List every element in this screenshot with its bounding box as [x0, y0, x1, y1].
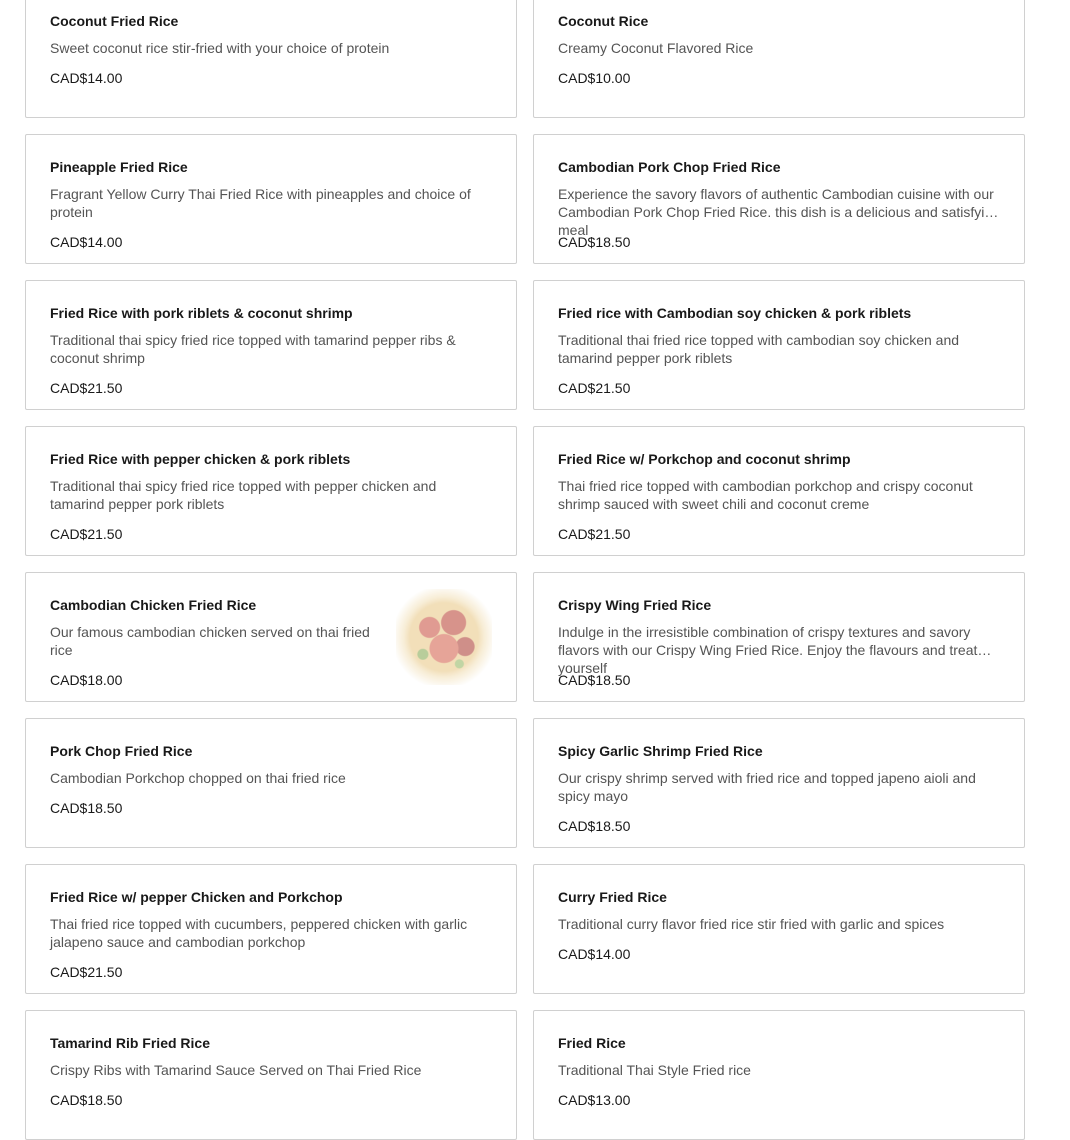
- menu-item-price: CAD$14.00: [50, 70, 123, 86]
- menu-item-body: [558, 887, 1000, 963]
- menu-item-price: CAD$18.50: [50, 1092, 123, 1108]
- menu-item-body: [558, 1033, 1000, 1109]
- menu-item-price: CAD$18.00: [50, 672, 123, 688]
- menu-item-description: Thai fried rice topped with cambodian porkchop and crispy coconut shrimp sauced with sweet chili and coconut creme: [558, 478, 973, 512]
- menu-item-body: [558, 11, 1000, 87]
- menu-item-description: Traditional curry flavor fried rice stir fried with garlic and spices: [558, 916, 945, 932]
- menu-item-description: Traditional thai spicy fried rice topped with pepper chicken and tamarind pepper pork riblets: [50, 478, 437, 512]
- menu-item-title: Crispy Wing Fried Rice: [558, 597, 712, 613]
- menu-item-title: Fried Rice w/ pepper Chicken and Porkchop: [50, 889, 343, 905]
- menu-item-card[interactable]: [25, 134, 517, 264]
- menu-item-price: CAD$18.50: [558, 234, 631, 250]
- menu-item-grid: [25, 0, 1025, 1140]
- menu-item-title: Fried Rice w/ Porkchop and coconut shrimp: [558, 451, 851, 467]
- menu-item-card[interactable]: [25, 864, 517, 994]
- menu-item-card[interactable]: [25, 572, 517, 702]
- menu-item-card[interactable]: [25, 718, 517, 848]
- menu-item-title: Cambodian Chicken Fried Rice: [50, 597, 257, 613]
- menu-item-title: Spicy Garlic Shrimp Fried Rice: [558, 743, 763, 759]
- menu-item-body: [558, 741, 1000, 835]
- menu-item-card[interactable]: [25, 0, 517, 118]
- menu-item-description: Creamy Coconut Flavored Rice: [558, 40, 754, 56]
- menu-item-description: Fragrant Yellow Curry Thai Fried Rice with pineapples and choice of protein: [50, 186, 471, 220]
- menu-item-title: Fried Rice with pork riblets & coconut shrimp: [50, 305, 353, 321]
- menu-item-description: Cambodian Porkchop chopped on thai fried rice: [50, 770, 346, 786]
- menu-item-price: CAD$21.50: [50, 380, 123, 396]
- menu-item-title: Tamarind Rib Fried Rice: [50, 1035, 210, 1051]
- menu-item-price: CAD$13.00: [558, 1092, 631, 1108]
- menu-item-price: CAD$21.50: [558, 380, 631, 396]
- menu-item-card[interactable]: [533, 0, 1025, 118]
- menu-item-card[interactable]: [25, 1010, 517, 1140]
- menu-item-price: CAD$18.50: [558, 672, 631, 688]
- menu-item-body: [558, 595, 1000, 689]
- menu-item-title: Coconut Fried Rice: [50, 13, 179, 29]
- menu-item-photo: [396, 589, 492, 685]
- menu-item-price: CAD$14.00: [558, 946, 631, 962]
- menu-item-card[interactable]: [533, 280, 1025, 410]
- menu-item-description: Our famous cambodian chicken served on thai fried rice: [50, 624, 370, 658]
- menu-item-price: CAD$21.50: [50, 964, 123, 980]
- menu-item-card[interactable]: [533, 426, 1025, 556]
- menu-item-title: Fried Rice: [558, 1035, 626, 1051]
- menu-item-body: [50, 1033, 492, 1109]
- menu-item-price: CAD$21.50: [50, 526, 123, 542]
- menu-item-description: Our crispy shrimp served with fried rice and topped japeno aioli and spicy mayo: [558, 770, 976, 804]
- menu-item-price: CAD$18.50: [558, 818, 631, 834]
- menu-item-card[interactable]: [25, 280, 517, 410]
- menu-item-description: Traditional Thai Style Fried rice: [558, 1062, 751, 1078]
- menu-item-price: CAD$21.50: [558, 526, 631, 542]
- menu-item-title: Cambodian Pork Chop Fried Rice: [558, 159, 781, 175]
- menu-item-body: [50, 887, 492, 981]
- menu-item-card[interactable]: [533, 572, 1025, 702]
- menu-item-title: Pork Chop Fried Rice: [50, 743, 193, 759]
- menu-item-body: [50, 741, 492, 817]
- menu-item-price: CAD$14.00: [50, 234, 123, 250]
- menu-item-body: [50, 303, 492, 397]
- menu-item-title: Pineapple Fried Rice: [50, 159, 188, 175]
- menu-item-body: [50, 449, 492, 543]
- menu-item-card[interactable]: [533, 864, 1025, 994]
- menu-item-card[interactable]: [533, 1010, 1025, 1140]
- menu-item-price: CAD$10.00: [558, 70, 631, 86]
- menu-item-body: [50, 595, 372, 689]
- menu-item-description: Traditional thai spicy fried rice topped with tamarind pepper ribs & coconut shrimp: [50, 332, 456, 366]
- menu-item-card[interactable]: [533, 134, 1025, 264]
- menu-item-title: Coconut Rice: [558, 13, 649, 29]
- menu-item-title: Fried rice with Cambodian soy chicken & pork riblets: [558, 305, 912, 321]
- menu-item-description: Experience the savory flavors of authentic Cambodian cuisine with our Cambodian Pork Chop Fried Rice. this dish is a delicious and satisfying meal: [558, 186, 1000, 238]
- menu-item-title: Fried Rice with pepper chicken & pork riblets: [50, 451, 351, 467]
- menu-item-description: Crispy Ribs with Tamarind Sauce Served on Thai Fried Rice: [50, 1062, 422, 1078]
- menu-item-card[interactable]: [533, 718, 1025, 848]
- menu-item-body: [558, 157, 1000, 251]
- menu-item-description: Sweet coconut rice stir-fried with your choice of protein: [50, 40, 390, 56]
- menu-item-body: [558, 449, 1000, 543]
- menu-item-title: Curry Fried Rice: [558, 889, 667, 905]
- menu-item-body: [50, 157, 492, 251]
- menu-item-body: [558, 303, 1000, 397]
- menu-item-description: Indulge in the irresistible combination of crispy textures and savory flavors with our Crispy Wing Fried Rice. Enjoy the flavours and treat yourself: [558, 624, 978, 676]
- menu-item-price: CAD$18.50: [50, 800, 123, 816]
- menu-item-description: Traditional thai fried rice topped with cambodian soy chicken and tamarind pepper pork riblets: [558, 332, 960, 366]
- menu-item-description: Thai fried rice topped with cucumbers, peppered chicken with garlic jalapeno sauce and cambodian porkchop: [50, 916, 468, 950]
- menu-item-body: [50, 11, 492, 87]
- menu-item-card[interactable]: [25, 426, 517, 556]
